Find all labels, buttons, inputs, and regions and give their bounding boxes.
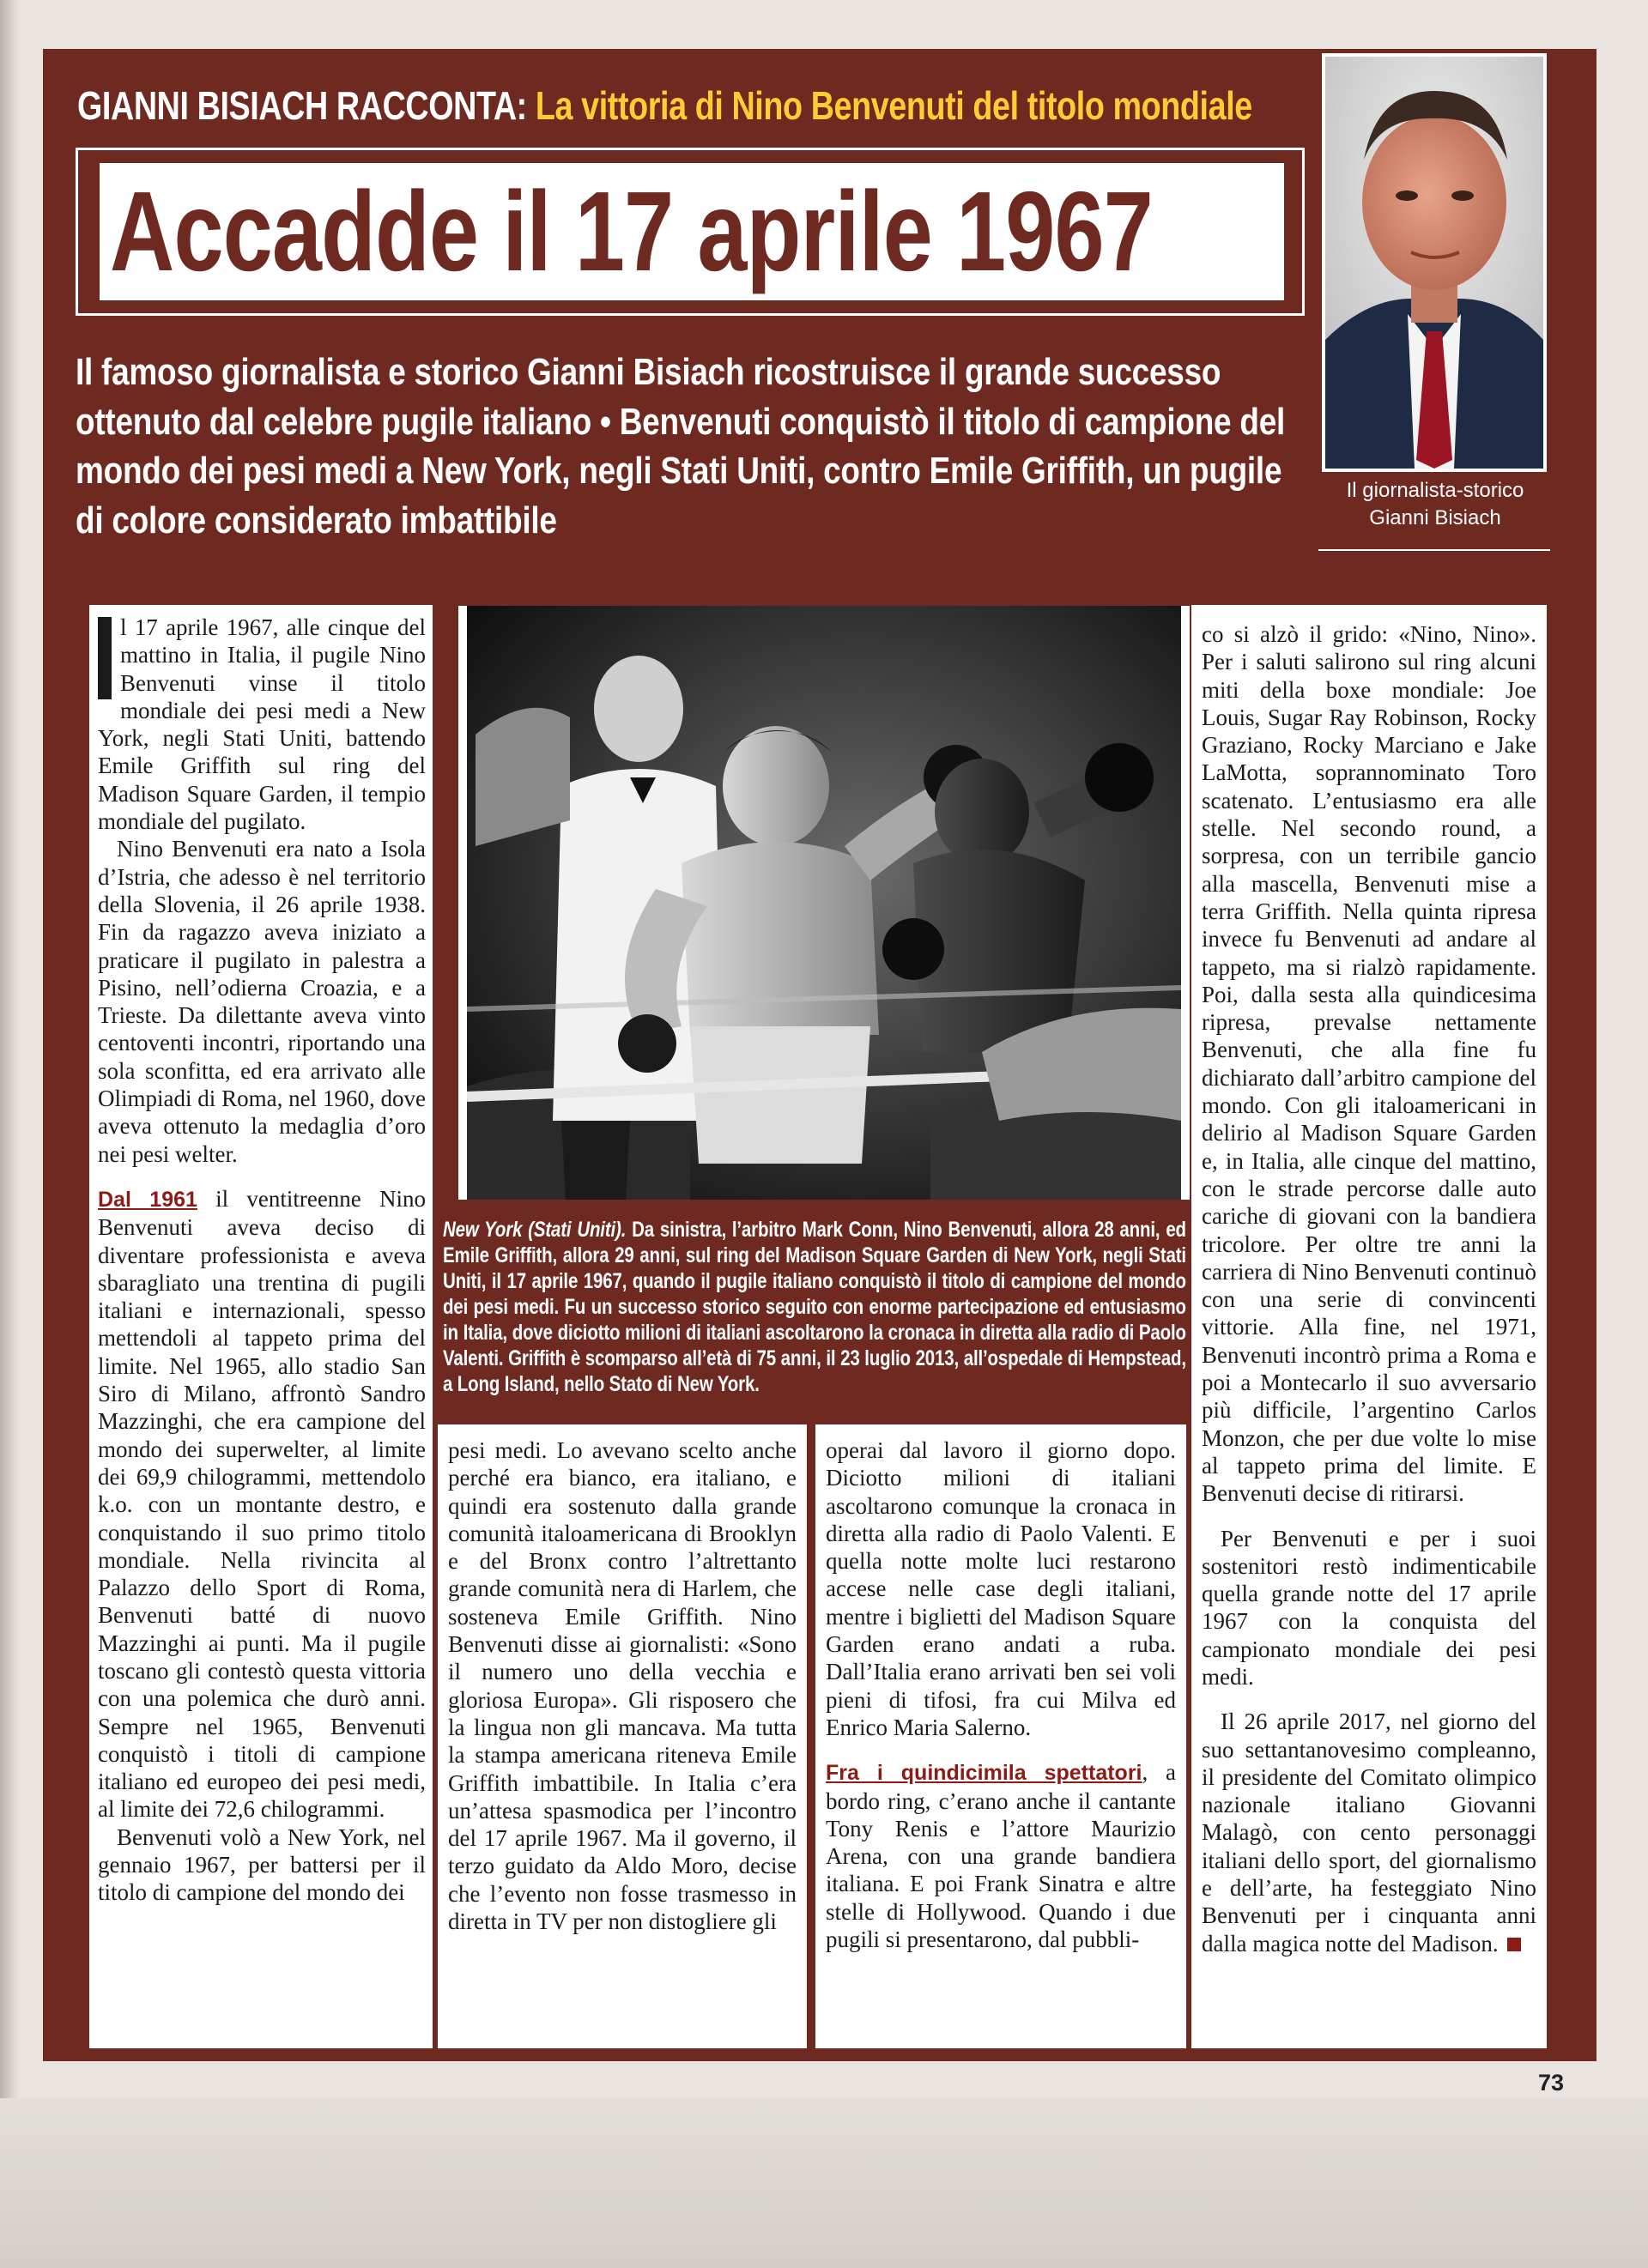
column-3-text-a: operai dal lavoro il giorno dopo. Diciotto milioni di italiani ascoltarono comunque la cronaca in diretta alla radio di Paolo Valenti. E quella notte molte luci restarono accese nelle case degli italiani, mentre i biglietti del Madison Square Garden erano andati a ruba. Dall’Italia erano arrivati ben sei voli pieni di tifosi, fra cui Milva ed Enrico Maria Salerno. <box>826 1437 1176 1740</box>
boxing-photo <box>458 606 1190 1200</box>
portrait-photo <box>1322 53 1547 472</box>
paragraph-3: il ventitreenne Nino Benvenuti aveva deciso di diventare professionista e aveva sbaragliato una trentina di pugili italiani e internazionali, spesso mettendoli al tappeto prima del limite. Nel 1965, allo stadio San Siro di Milano, affrontò Sandro Mazzinghi, che era campione del mondo dei superwelter, al limite dei 69,9 chilogrammi, mettendolo k.o. con un montante destro, e conquistando il suo primo titolo mondiale. Nella rivincita al Palazzo dello Sport di Roma, Benvenuti batté di nuovo Mazzinghi ai punti. Ma il pugile toscano gli contestò questa vittoria con una polemica che durò anni. Sempre nel 1965, Benvenuti conquistò i titoli di campione italiano ed europeo dei pesi medi, al limite dei 72,6 chilogrammi. <box>98 1185 427 1823</box>
portrait-caption-line2: Gianni Bisiach <box>1369 506 1501 529</box>
photo-caption-text: Da sinistra, l’arbitro Mark Conn, Nino Benvenuti, allora 28 anni, ed Emile Griffith, allora 29 anni, sul ring del Madison Square Garden di New York, negli Stati Uniti, il 17 aprile 1967, quando il pugile italiano conquistò il titolo di campione del mondo dei pesi medi. Fu un successo storico seguito con enorme partecipazione ed entusiasmo in Italia, dove diciotto milioni di italiani ascoltarono la cronaca in diretta alla radio di Paolo Valenti. Griffith è scomparso all’età di 75 anni, il 23 luglio 2013, all’ospedale di Hempstead, a Long Island, nello Stato di New York. <box>443 1218 1186 1396</box>
page-number: 73 <box>1537 2070 1564 2096</box>
column-4-text-c: Il 26 aprile 2017, nel giorno del suo settantanovesimo compleanno, il presidente del Comitato olimpico nazionale italiano Giovanni Malagò, con cento personaggi italiani dello sport, del giornalismo e dell’arte, ha festeggiato Nino Benvenuti per i cinquanta anni dalla magica notte del Madison. <box>1202 1709 1536 1957</box>
end-mark <box>1507 1938 1521 1951</box>
column-2-text: pesi medi. Lo avevano scelto anche perché era bianco, era italiano, e quindi era sostenuto dalla grande comunità italoamericana di Brooklyn e del Bronx contro l’altrettanto grande comunità nera di Harlem, che sosteneva Emile Griffith. Nino Benvenuti disse ai giornalisti: «Sono il numero uno della vecchia e gloriosa Europa». Gli risposero che la lingua non gli mancava. Ma tutta la stampa americana riteneva Emile Griffith imbattibile. In Italia c’era un’attesa spasmodica per l’incontro del 17 aprile 1967. Ma il governo, il terzo guidato da Aldo Moro, decise che l’evento non fosse trasmesso in diretta in TV per non distogliere gli <box>448 1437 797 1935</box>
section-lead-spettatori: Fra i quindicimila spettatori <box>826 1761 1142 1786</box>
deck-text: Il famoso giornalista e storico Gianni Bisiach ricostruisce il grande successo ottenuto dal celebre pugile italiano • Benvenuti conquistò il titolo di campione del mondo dei pesi medi a New York, negli Stati Uniti, contro Emile Griffith, un pugile di colore considerato imbattibile <box>76 352 1286 541</box>
portrait-image <box>1325 57 1543 469</box>
article-column-1 <box>89 605 433 2048</box>
caption-rule <box>1318 549 1550 551</box>
column-4-text-b: Per Benvenuti e per i suoi sostenitori restò indimenticabile quella grande notte del 17 aprile 1967 con la conquista del campionato mondiale dei pesi medi. <box>1202 1525 1536 1690</box>
dropcap <box>98 617 112 699</box>
article-column-4 <box>1191 605 1547 2048</box>
page-title: Accadde il 17 aprile 1967 <box>110 168 1153 294</box>
section-lead-1961: Dal 1961 <box>98 1187 197 1212</box>
kicker <box>77 69 1252 142</box>
article-column-2 <box>438 1424 807 2048</box>
portrait-caption <box>1315 477 1555 539</box>
article-column-3 <box>815 1424 1186 2048</box>
boxing-image <box>467 606 1181 1200</box>
photo-caption-place: New York (Stati Uniti). <box>443 1218 627 1242</box>
paragraph-2: Nino Benvenuti era nato a Isola d’Istria, che adesso è nel territorio della Slovenia, il 26 aprile 1938. Fin da ragazzo aveva iniziato a praticare il pugilato in palestra a Pisino, nell’odierna Croazia, e a Trieste. Da dilettante aveva vinto centoventi incontri, riportando una sola sconfitta, ed era arrivato alle Olimpiadi di Roma, nel 1960, dove aveva ottenuto la medaglia d’oro nei pesi welter. <box>98 836 426 1167</box>
portrait-caption-line1: Il giornalista-storico <box>1346 479 1524 502</box>
column-4-text-a: co si alzò il grido: «Nino, Nino». Per i saluti salirono sul ring alcuni miti della boxe mondiale: Joe Louis, Sugar Ray Robinson, Rocky Graziano, Rocky Marciano e Jake LaMotta, soprannominato Toro scatenato. L’entusiasmo era alle stelle. Nel secondo round, a sorpresa, con un terribile gancio alla mascella, Benvenuti mise a terra Griffith. Nella quinta ripresa invece fu Benvenuti ad andare al tappeto, ma si rialzò rapidamente. Poi, dalla sesta alla quindicesima ripresa, prevalse nettamente Benvenuti, che alla fine fu dichiarato dall’arbitro campione del mondo. Con gli italoamericani in delirio al Madison Square Garden e, in Italia, alle cinque del mattino, con le strade percorse dalle auto cariche di giovani con la bandiera tricolore. Per oltre tre anni la carriera di Nino Benvenuti continuò con una serie di convincenti vittorie. Alla fine, nel 1971, Benvenuti incontrò prima a Roma e poi a Montecarlo il suo avversario più difficile, l’argentino Carlos Monzon, che per due volte lo mise al tappeto prima del limite. E Benvenuti decise di ritirarsi. <box>1202 621 1536 1507</box>
kicker-rest: La vittoria di Nino Benvenuti del titolo mondiale <box>535 83 1252 128</box>
column-3-text-b: , a bordo ring, c’erano anche il cantante Tony Renis e l’attore Maurizio Arena, con una grande bandiera italiana. E poi Frank Sinatra e altre stelle di Hollywood. Quando i due pugili si presentarono, dal pubbli- <box>826 1759 1176 1953</box>
kicker-lead: GIANNI BISIACH RACCONTA: <box>77 83 527 128</box>
page-bottom <box>0 2098 1648 2268</box>
paragraph-1: l 17 aprile 1967, alle cinque del mattino in Italia, il pugile Nino Benvenuti vinse il titolo mondiale dei pesi medi a New York, negli Stati Uniti, battendo Emile Griffith sul ring del Madison Square Garden, il tempio mondiale del pugilato. <box>98 614 426 835</box>
page-edge <box>0 0 19 2268</box>
paragraph-4: Benvenuti volò a New York, nel gennaio 1967, per battersi per il titolo di campione del mondo dei <box>98 1823 426 1906</box>
photo-caption <box>443 1217 1186 1423</box>
